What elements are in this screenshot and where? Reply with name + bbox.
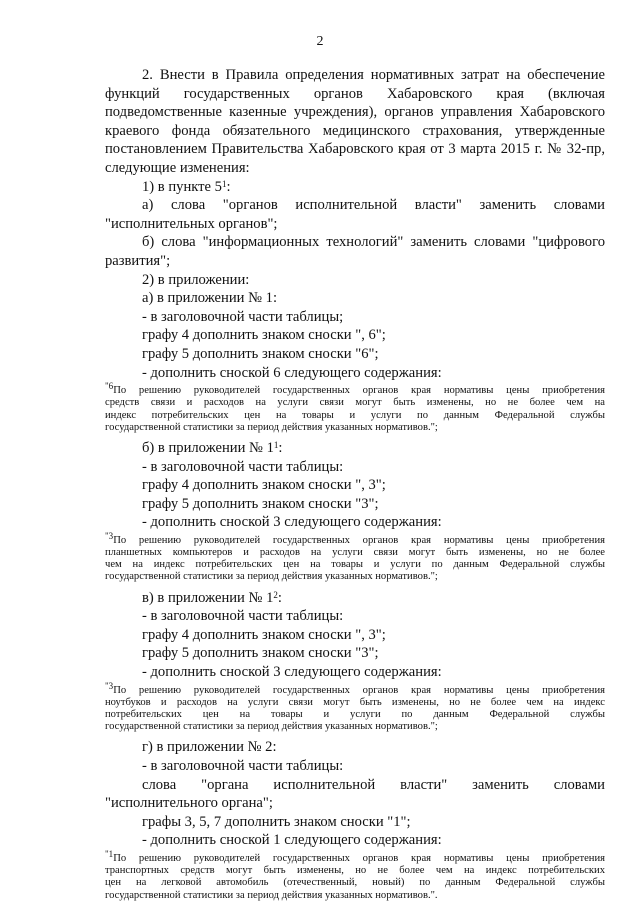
- intro-line: подведомственные казенные учреждения), органов управления Хабаровского: [105, 104, 605, 121]
- footnote-line: чем на индекс потребительских цен на товары и услуги по данным Федеральной службы: [105, 559, 605, 571]
- footnote-line: средств связи и расходов на услуги связи могут быть изменены, но не более чем на: [105, 397, 605, 409]
- footnote-b: [105, 530, 605, 584]
- footnote-line: потребительских цен на товары и услуги по данным Федеральной службы: [105, 709, 605, 721]
- footnote-mark: "3: [105, 680, 114, 691]
- section-d-line: "исполнительного органа";: [105, 795, 273, 812]
- document-body: [105, 66, 605, 907]
- footnote-line: государственной статистики за период действия указанных нормативов.";: [105, 721, 438, 733]
- section-d-line: - дополнить сноской 1 следующего содержания:: [142, 832, 442, 849]
- section-b-line: графу 5 дополнить знаком сноски "3";: [142, 495, 379, 512]
- footnote-mark: "6: [105, 381, 114, 392]
- footnote-line: планшетных компьютеров и расходов на услуги связи могут быть изменены, но не более: [105, 547, 605, 559]
- footnote-line: $^{"3}$По решению руководителей государственных органов края нормативы цены приобретения: [105, 680, 605, 696]
- item-2: 2) в приложении:: [142, 271, 250, 288]
- footnote-line: $^{"1}$По решению руководителей государственных органов края нормативы цены приобретения: [105, 849, 605, 865]
- item-1a-line: а) слова "органов исполнительной власти" заменить словами: [142, 197, 605, 214]
- section-c-line: - дополнить сноской 3 следующего содержания:: [142, 664, 442, 681]
- section-b-line: - в заголовочной части таблицы:: [142, 458, 344, 475]
- footnote-line: государственной статистики за период действия указанных нормативов.".: [105, 889, 438, 901]
- intro-paragraph: [105, 66, 605, 178]
- item-1-text: 1) в пункте 5: [142, 178, 222, 195]
- section-a-line: графу 4 дополнить знаком сноски ", 6";: [142, 327, 386, 344]
- footnote-line: транспортных средств могут быть изменены, но не более чем на индекс потребительских: [105, 865, 605, 877]
- intro-line: 2. Внести в Правила определения нормативных затрат на обеспечение: [142, 67, 605, 83]
- footnote-d: [105, 849, 605, 902]
- intro-line: следующие изменения:: [105, 159, 250, 176]
- section-a-line: - дополнить сноской 6 следующего содержания:: [142, 364, 442, 381]
- intro-line: постановлением Правительства Хабаровского края от 3 марта 2015 г. № 32-пр,: [105, 141, 605, 158]
- section-c-line: графу 5 дополнить знаком сноски "3";: [142, 645, 379, 662]
- footnote-mark: "1: [105, 849, 114, 860]
- section-b-line: графу 4 дополнить знаком сноски ", 3";: [142, 477, 386, 494]
- section-c-line: графу 4 дополнить знаком сноски ", 3";: [142, 626, 386, 643]
- footnote-line: индекс потребительских цен на товары и услуги по данным Федеральной службы: [105, 409, 605, 421]
- section-c-line: - в заголовочной части таблицы:: [142, 608, 344, 625]
- section-d-line: графы 3, 5, 7 дополнить знаком сноски "1";: [142, 813, 411, 830]
- footnote-line: $^{"3}$По решению руководителей государственных органов края нормативы цены приобретения: [105, 530, 605, 546]
- section-c-heading: в) в приложении № $1^2$:: [142, 589, 282, 606]
- footnote-line: $^{"6}$По решению руководителей государственных органов края нормативы цены приобретения: [105, 381, 605, 397]
- section-a-heading: а) в приложении № 1:: [142, 290, 278, 307]
- item-1-tail: :: [226, 178, 231, 195]
- footnote-line: ноутбуков и расходов на услуги связи могут быть изменены, но не более чем на индекс: [105, 696, 605, 708]
- item-1: [105, 178, 605, 197]
- section-d-line: - в заголовочной части таблицы:: [142, 758, 344, 775]
- footnote-a: [105, 381, 605, 434]
- item-1-sup: 1: [221, 178, 227, 189]
- footnote-mark: "3: [105, 530, 114, 541]
- footnote-line: цен на легковой автомобиль (отечественный, новый) по данным Федеральной службы: [105, 877, 605, 889]
- footnote-line: государственной статистики за период действия указанных нормативов.";: [105, 571, 438, 583]
- section-d-line: слова "органа исполнительной власти" заменить словами: [142, 776, 605, 793]
- item-1b-line: б) слова "информационных технологий" заменить словами "цифрового: [142, 234, 605, 251]
- section-b-line: - дополнить сноской 3 следующего содержания:: [142, 514, 442, 531]
- intro-line: краевого фонда обязательного медицинского страхования, утвержденные: [105, 122, 605, 139]
- section-d-heading: г) в приложении № 2:: [142, 739, 277, 756]
- footnote-line: государственной статистики за период действия указанных нормативов.";: [105, 421, 438, 433]
- page-number: 2: [316, 34, 324, 49]
- footnote-c: [105, 680, 605, 734]
- item-1b-line: развития";: [105, 252, 171, 269]
- intro-line: функций государственных органов Хабаровского края (включая: [105, 85, 605, 102]
- section-a-line: графу 5 дополнить знаком сноски "6";: [142, 345, 379, 362]
- item-1a-line: "исполнительных органов";: [105, 215, 278, 232]
- section-a-line: - в заголовочной части таблицы;: [142, 308, 344, 325]
- section-b-heading: б) в приложении № $1^1$:: [142, 439, 283, 456]
